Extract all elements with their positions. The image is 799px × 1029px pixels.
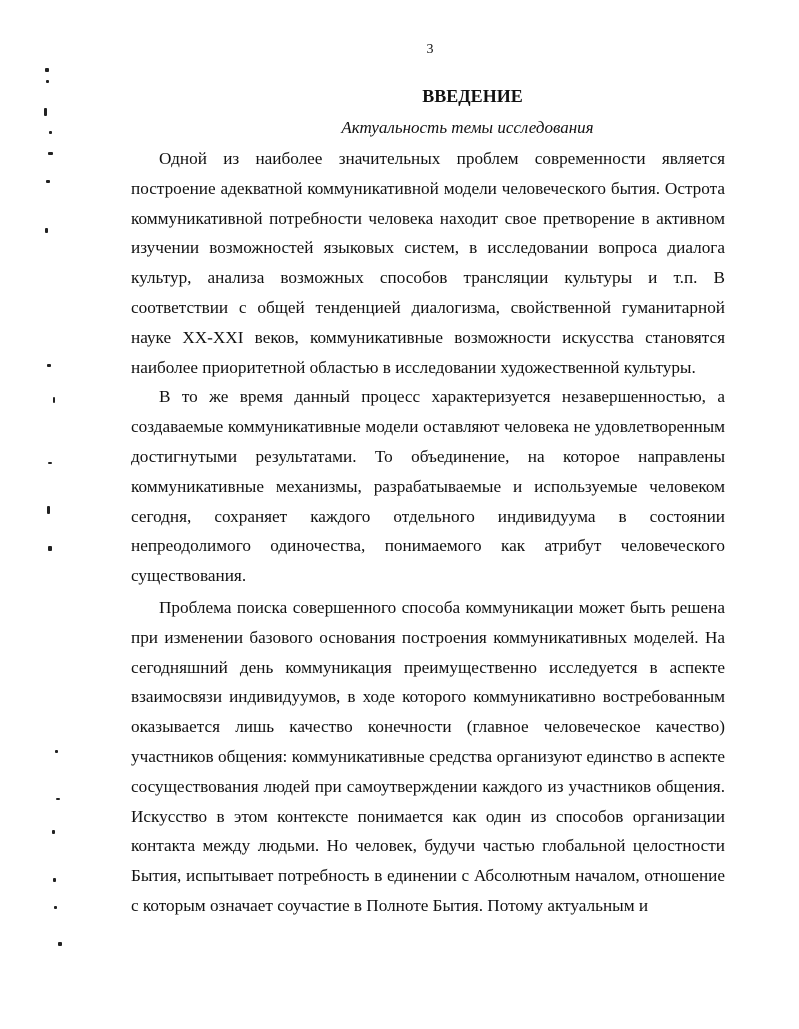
- scan-mark: [47, 364, 51, 367]
- scan-mark: [56, 798, 60, 800]
- scan-mark: [53, 878, 56, 882]
- scan-mark: [52, 830, 55, 834]
- paragraph-3: Проблема поиска совершенного способа коммуникации может быть решена при изменении базового основания построения коммуникативных моделей. На сегодняшний день коммуникация преимущественно исследуется в аспекте взаимосвязи индивидуумов, в ходе которого коммуникативно востребованным оказывается лишь качество конечности (главное человеческое качество) участников общения: коммуникативные средства организуют единство в аспекте сосуществования людей при самоутверждении каждого из участников общения. Искусство в этом контексте понимается как один из способов организации контакта между людьми. Но человек, будучи частью глобальной целостности Бытия, испытывает потребность в единении с Абсолютным началом, отношение с которым означает соучастие в Полноте Бытия. Потому актуальным и: [131, 597, 725, 915]
- page-number: 3: [426, 42, 434, 57]
- scan-mark: [45, 228, 48, 233]
- scan-mark: [49, 131, 52, 134]
- scan-mark: [48, 462, 52, 464]
- scan-mark: [46, 80, 49, 83]
- section-heading: ВВЕДЕНИЕ: [422, 86, 523, 106]
- scan-mark: [48, 546, 52, 551]
- scan-mark: [44, 108, 47, 116]
- scan-mark: [46, 180, 50, 183]
- scan-mark: [58, 942, 62, 946]
- scan-mark: [48, 152, 53, 155]
- paragraph-1: Одной из наиболее значительных проблем современности является построение адекватной коммуникативной модели человеческого бытия. Острота коммуникативной потребности человека находит свое претворение в активном изучении возможностей языковых систем, в исследовании вопроса диалога культур, анализа возможных способов трансляции культуры и т.п. В соответствии с общей тенденцией диалогизма, свойственной гуманитарной науке XX-XXI веков, коммуникативные возможности искусства становятся наиболее приоритетной областью в исследовании художественной культуры.: [131, 149, 725, 377]
- scan-mark: [53, 397, 55, 403]
- paragraph-2: В то же время данный процесс характеризуется незавершенностью, а создаваемые коммуникативные модели оставляют человека не удовлетворенным достигнутыми результатами. То объединение, на которое направлены коммуникативные механизмы, разрабатываемые и используемые человеком сегодня, сохраняет каждого отдельного индивидуума в состоянии непреодолимого одиночества, понимаемого как атрибут человеческого существования.: [131, 387, 725, 586]
- scan-mark: [45, 68, 49, 72]
- scan-mark: [54, 906, 57, 909]
- scan-mark: [55, 750, 58, 753]
- section-subheading: Актуальность темы исследования: [341, 118, 594, 137]
- body-text: [131, 144, 725, 921]
- scan-mark: [47, 506, 50, 514]
